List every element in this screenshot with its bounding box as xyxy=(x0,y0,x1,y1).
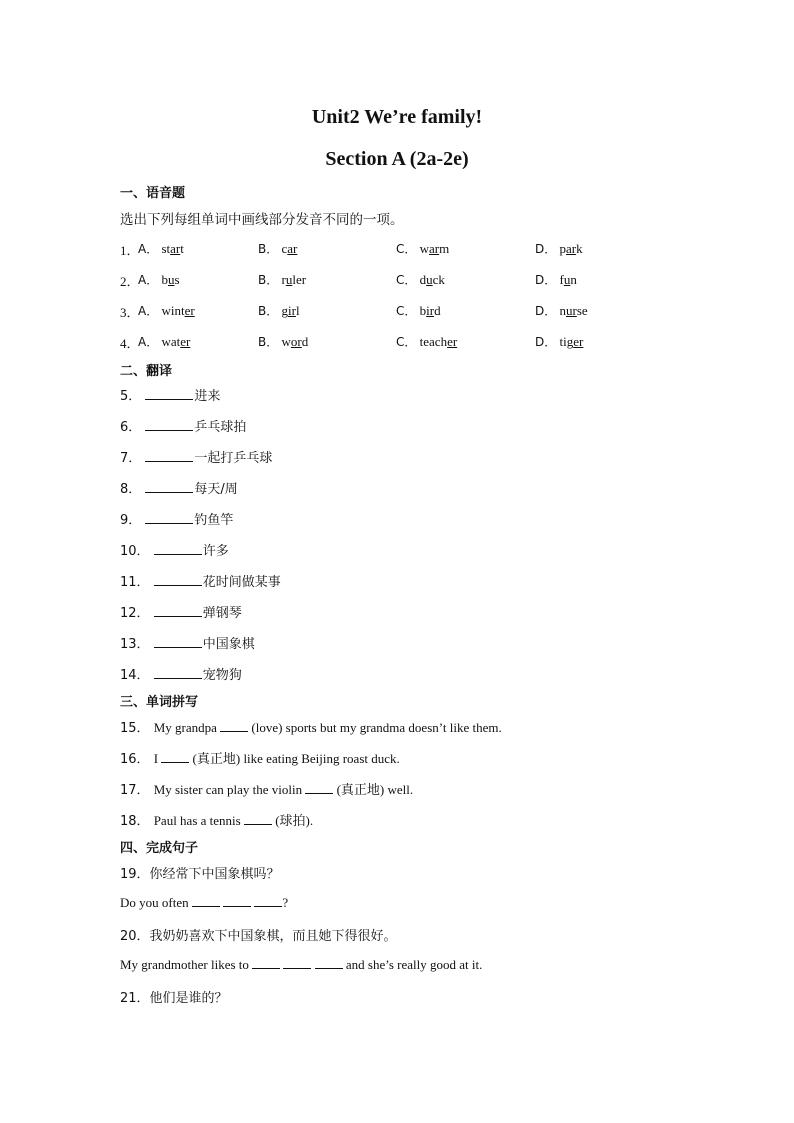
underlined-letters: u xyxy=(167,272,175,287)
underlined-letters: ir xyxy=(287,303,296,318)
underlined-letters: er xyxy=(447,334,458,349)
section-heading-phonetics: 一、语音题 xyxy=(120,186,186,201)
underlined-letters: u xyxy=(563,272,571,287)
answer-blank[interactable] xyxy=(254,894,282,907)
option-c[interactable]: C． bird xyxy=(396,303,441,318)
option-b[interactable]: B． word xyxy=(258,334,309,349)
answer-blank[interactable] xyxy=(145,480,193,493)
answer-blank[interactable] xyxy=(305,781,333,794)
underlined-letters: ar xyxy=(287,241,298,256)
option-a[interactable]: A． start xyxy=(138,241,184,256)
option-a[interactable]: A． bus xyxy=(138,272,180,287)
answer-blank[interactable] xyxy=(154,573,202,586)
answer-blank[interactable] xyxy=(154,604,202,617)
underlined-letters: u xyxy=(285,272,293,287)
option-c[interactable]: C． teacher xyxy=(396,334,458,349)
spelling-item: 16． I (真正地) like eating Beijing roast duck. xyxy=(120,751,400,767)
option-a[interactable]: A． water xyxy=(138,334,191,349)
translation-item: 14． 宠物狗 xyxy=(120,668,242,683)
option-c[interactable]: C． duck xyxy=(396,272,445,287)
option-a[interactable]: A． winter xyxy=(138,303,195,318)
answer-blank[interactable] xyxy=(161,750,189,763)
answer-blank[interactable] xyxy=(145,449,193,462)
answer-blank[interactable] xyxy=(252,956,280,969)
underlined-letters: u xyxy=(426,272,433,287)
translation-item: 6． 乒乓球拍 xyxy=(120,420,247,435)
option-d[interactable]: D． tiger xyxy=(535,334,584,349)
question-19-english: Do you often ? xyxy=(120,895,289,910)
answer-blank[interactable] xyxy=(223,894,251,907)
translation-item: 9． 钓鱼竿 xyxy=(120,513,234,528)
question-20-english: My grandmother likes to and she’s really good at it. xyxy=(120,957,483,972)
answer-blank[interactable] xyxy=(283,956,311,969)
spelling-item: 17． My sister can play the violin (真正地) well. xyxy=(120,782,414,798)
answer-blank[interactable] xyxy=(145,387,193,400)
translation-item: 5． 进来 xyxy=(120,389,221,404)
translation-item: 10． 许多 xyxy=(120,544,229,559)
question-19-chinese: 19．你经常下中国象棋吗？ xyxy=(120,867,280,882)
translation-item: 8． 每天/周 xyxy=(120,482,238,497)
question-number: 1． xyxy=(120,243,140,258)
answer-blank[interactable] xyxy=(244,812,272,825)
translation-item: 12． 弹钢琴 xyxy=(120,606,242,621)
question-number: 3． xyxy=(120,305,140,320)
instruction-text: 选出下列每组单词中画线部分发音不同的一项。 xyxy=(120,212,404,228)
option-d[interactable]: D． fun xyxy=(535,272,577,287)
translation-item: 11． 花时间做某事 xyxy=(120,575,281,590)
underlined-letters: er xyxy=(180,334,191,349)
underlined-letters: ir xyxy=(426,303,435,318)
option-d[interactable]: D． park xyxy=(535,241,583,256)
section-heading-spelling: 三、单词拼写 xyxy=(120,695,199,710)
answer-blank[interactable] xyxy=(154,542,202,555)
option-d[interactable]: D． nurse xyxy=(535,303,588,318)
answer-blank[interactable] xyxy=(154,635,202,648)
question-number: 4． xyxy=(120,336,140,351)
answer-blank[interactable] xyxy=(220,719,248,732)
question-21-chinese: 21．他们是谁的？ xyxy=(120,991,228,1006)
underlined-letters: ar xyxy=(429,241,440,256)
spelling-item: 15． My grandpa (love) sports but my grandma doesn’t like them. xyxy=(120,720,502,736)
option-b[interactable]: B． ruler xyxy=(258,272,307,287)
answer-blank[interactable] xyxy=(315,956,343,969)
spelling-item: 18． Paul has a tennis (球拍). xyxy=(120,813,314,829)
question-20-chinese: 20．我奶奶喜欢下中国象棋，而且她下得很好。 xyxy=(120,929,397,944)
translation-item: 7． 一起打乒乓球 xyxy=(120,451,273,466)
section-heading-translation: 二、翻译 xyxy=(120,364,173,379)
answer-blank[interactable] xyxy=(154,666,202,679)
section-heading-complete-sentences: 四、完成句子 xyxy=(120,841,199,856)
underlined-letters: or xyxy=(290,334,302,349)
underlined-letters: ar xyxy=(566,241,577,256)
question-number: 2． xyxy=(120,274,140,289)
underlined-letters: er xyxy=(184,303,195,318)
answer-blank[interactable] xyxy=(192,894,220,907)
underlined-letters: er xyxy=(573,334,584,349)
answer-blank[interactable] xyxy=(145,511,193,524)
option-b[interactable]: B． car xyxy=(258,241,298,256)
underlined-letters: ur xyxy=(566,303,577,318)
answer-blank[interactable] xyxy=(145,418,193,431)
option-c[interactable]: C． warm xyxy=(396,241,450,256)
underlined-letters: ar xyxy=(170,241,181,256)
option-b[interactable]: B． girl xyxy=(258,303,300,318)
page-title: Unit2 We’re family! xyxy=(311,106,483,128)
translation-item: 13． 中国象棋 xyxy=(120,637,255,652)
page-subtitle: Section A (2a-2e) xyxy=(325,148,469,170)
